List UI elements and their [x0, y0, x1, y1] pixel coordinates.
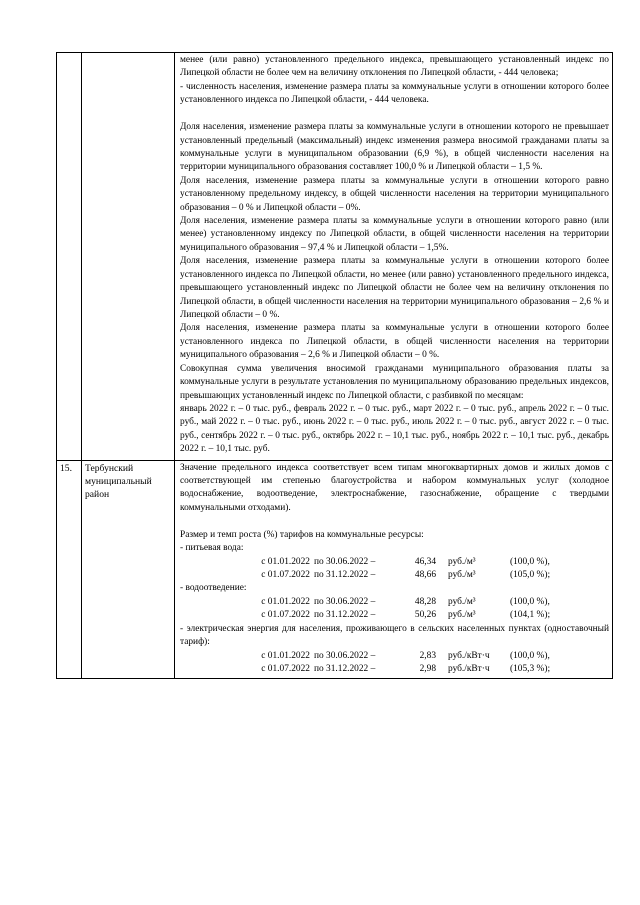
paragraph: Доля населения, изменение размера платы за коммунальные услуги в отношении которого более установленного индекса по Липецкой области, но менее (или равно) установленного предельного индекса, превышающего установленный индекс по Липецкой области не более чем на величину отклонения по Липецкой области, в общей численности населения на территории муниципального образования – 2,6 % и Липецкой области – 0 %.: [180, 256, 609, 320]
blank-line: [180, 515, 609, 528]
paragraph: Доля населения, изменение размера платы за коммунальные услуги в отношении которого не превышает установленный предельный (максимальный) индекс изменения размера вносимой гражданами платы за коммунальные услуги в муниципальном образовании (6,9 %), в общей численности населения на территории муниципального образования составляет 100,0 % и Липецкой области – 1,5 %.: [180, 122, 609, 173]
paragraph: Совокупная сумма увеличения вносимой гражданами муниципального образования платы за коммунальные услуги в результате установления по муниципальному образованию предельных индексов, превышающих установленный индекс по Липецкой области, с разбивкой по месяцам:: [180, 363, 609, 401]
cell-content: [175, 460, 613, 679]
district-name: Тербунский муниципальный район: [85, 462, 152, 501]
service-name: - электрическая энергия для населения, проживающего в сельских населенных пунктах (одноставочный тариф):: [180, 623, 609, 648]
tariff-row: с 01.01.2022 по 30.06.2022 – 48,28 руб./м³ (100,0 %),: [261, 596, 550, 607]
tariff-row: с 01.07.2022 по 31.12.2022 – 2,98 руб./кВт·ч (105,3 %);: [261, 663, 551, 674]
row-number: 15.: [60, 462, 72, 474]
service-name: - водоотведение:: [180, 583, 247, 594]
cell-district: [82, 53, 175, 461]
paragraph: Значение предельного индекса соответствует всем типам многоквартирных домов и жилых домов с соответствующей им степенью благоустройства и набором коммунальных услуг (холодное водоснабжение, водоотведение, электроснабжение, газоснабжение, обращение с твердыми коммунальными отходами).: [180, 462, 609, 513]
paragraph: Доля населения, изменение размера платы за коммунальные услуги в отношении которого равно (или менее) установленному индексу по Липецкой области, в общей численности населения на территории муниципального образования – 97,4 % и Липецкой области – 1,5%.: [180, 216, 609, 253]
cell-number: [57, 460, 82, 679]
paragraph: менее (или равно) установленного предельного индекса, превышающего установленный индекс по Липецкой области не более чем на величину отклонения по Липецкой области, - 444 человека;: [180, 55, 609, 79]
paragraph: Доля населения, изменение размера платы за коммунальные услуги в отношении которого более установленного индекса по Липецкой области, в общей численности населения на территории муниципального образования – 2,6 % и Липецкой области – 0 %.: [180, 323, 609, 361]
tariff-row: с 01.07.2022 по 31.12.2022 – 50,26 руб./м³ (104,1 %);: [261, 610, 551, 621]
tariff-row: с 01.01.2022 по 30.06.2022 – 2,83 руб./кВт·ч (100,0 %),: [261, 650, 550, 661]
table-row-continuation: [57, 53, 613, 461]
tariff-row: с 01.01.2022 по 30.06.2022 – 46,34 руб./м³ (100,0 %),: [261, 556, 550, 567]
cell-number: [57, 53, 82, 461]
table-row-15: [57, 460, 613, 679]
service-name: - питьевая вода:: [180, 543, 244, 554]
paragraph: Доля населения, изменение размера платы за коммунальные услуги в отношении которого равно установленному предельному индексу, в общей численности населения на территории муниципального образования – 0 % и Липецкой области – 0%.: [180, 175, 609, 213]
rates-title: Размер и темп роста (%) тарифов на коммунальные ресурсы:: [180, 529, 424, 540]
data-table: [56, 52, 613, 679]
paragraph: - численность населения, изменение размера платы за коммунальные услуги в отношении которого более установленного индекса по Липецкой области, - 444 человека.: [180, 81, 609, 106]
document-page: [56, 52, 611, 679]
paragraph: январь 2022 г. – 0 тыс. руб., февраль 2022 г. – 0 тыс. руб., март 2022 г. – 0 тыс. руб., апрель 2022 г. – 0 тыс. руб., май 2022 г. – 0 тыс. руб., июнь 2022 г. – 0 тыс. руб., июль 2022 г. – 0 тыс. руб., август 2022 г. – 0 тыс. руб., сентябрь 2022 г. – 0 тыс. руб., октябрь 2022 г. – 10,1 тыс. руб., ноябрь 2022 г. – 10,1 тыс. руб., декабрь 2022 г. – 10,1 тыс. руб.: [180, 403, 609, 455]
cell-content: [175, 53, 613, 461]
cell-district: [82, 460, 175, 679]
tariff-row: с 01.07.2022 по 31.12.2022 – 48,66 руб./м³ (105,0 %);: [261, 569, 551, 580]
blank-line: [180, 108, 609, 121]
